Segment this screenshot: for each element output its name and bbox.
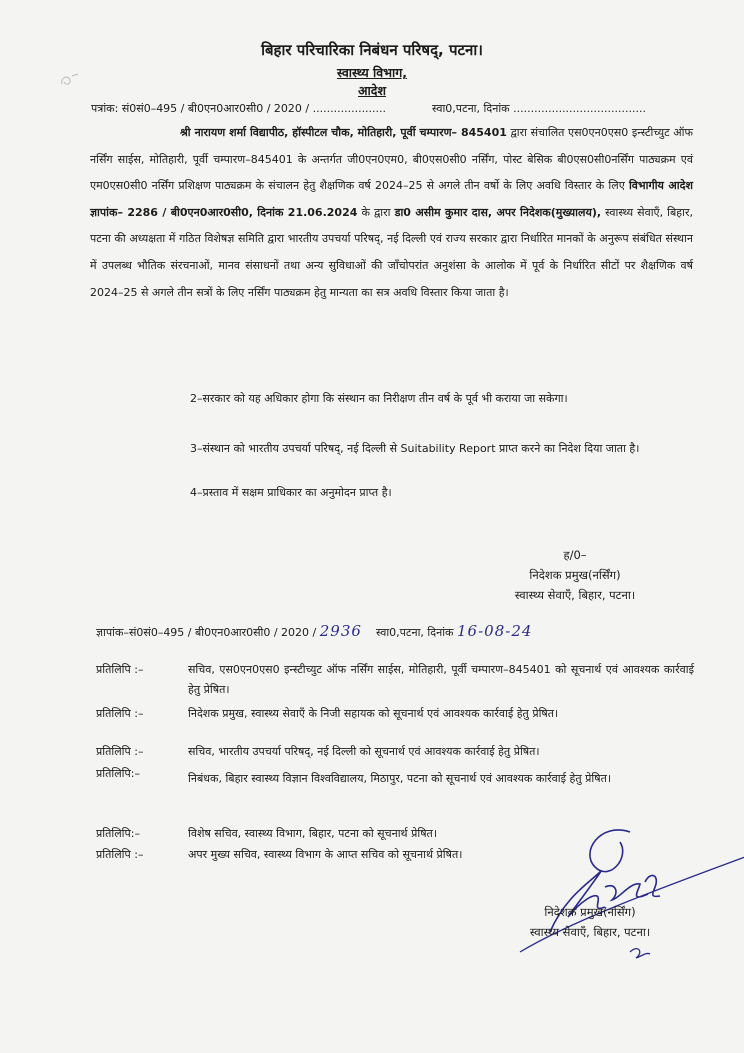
gyapank: ज्ञापांक–सं0सं0–495 / बी0एन0आर0सी0 / 2020 / — [96, 626, 320, 639]
point-4: 4–प्रस्ताव में सक्षम प्राधिकार का अनुमोदन प्राप्त है। — [190, 486, 392, 499]
copy-text: अपर मुख्य सचिव, स्वास्थ्य विभाग के आप्त सचिव को सूचनार्थ प्रेषित। — [188, 848, 463, 861]
memo-number-handwritten: 2936 — [319, 622, 362, 640]
memo-line — [96, 622, 696, 640]
signature-block-2 — [495, 902, 685, 942]
patrank: पत्रांक: सं0सं0–495 / बी0एन0आर0सी0 / 2020 / ..................... — [91, 102, 387, 115]
reference-line — [91, 101, 691, 116]
order-heading: आदेश — [358, 83, 386, 98]
body-text-1: द्वारा संचालित एस0एन0एस0 इन्स्टीच्युट ऑफ नर्सिंग साईस, मोतिहारी, पूर्वी चम्पारण–845401 के अन्तर्गत जी0एन0एम0, बी0एस0सी0 नर्सिंग, पोस्ट बेसिक बी0एस0सी0नर्सिंग पाठ्यक्रम एवं एम0एस0सी0 नर्सिंग प्रशिक्षण पाठ्यक्रम के संचालन हेतु शैक्षणिक वर्ष 2024–25 से अगले तीन वर्षो के लिए अवधि विस्तार के लिए — [90, 126, 693, 193]
copy-text: निबंधक, बिहार स्वास्थ्य विज्ञान विश्वविद्यालय, मिठापुर, पटना को सूचनार्थ एवं आवश्यक कार्रवाई हेतु प्रेषित। — [188, 772, 612, 785]
memo-place-date: स्वा0,पटना, दिनांक — [375, 626, 458, 639]
signatory-title-2: निदेशक प्रमुख(नर्सिंग) — [544, 905, 636, 919]
point-3: 3–संस्थान को भारतीय उपचर्या परिषद्, नई दिल्ली से Suitability Report प्राप्त करने का निदेश दिया जाता है। — [190, 442, 640, 455]
body-text-2: के द्वारा — [357, 205, 395, 219]
copy-text: निदेशक प्रमुख, स्वास्थ्य सेवाएँ के निजी सहायक को सूचनार्थ एवं आवश्यक कार्रवाई हेतु प्रेषित। — [188, 707, 559, 720]
body-text-3: स्वास्थ्य सेवाएँ, बिहार, पटना की अध्यक्षता में गठित विशेषज्ञ समिति द्वारा भारतीय उपचर्या परिषद्, नई दिल्ली एवं राज्य सरकार द्वारा निर्धारित मानकों के अनुरूप संबंधित संस्थान में उपलब्ध भौतिक संरचनाओं, मानव संसाधनों तथा अन्य सुविधाओं की जाँचोपरांत अनुशंसा के आलोक में पूर्व के निर्धारित सीटों पर शैक्षणिक वर्ष 2024–25 से अगले तीन सत्रों के लिए नर्सिंग पाठ्यक्रम हेतु मान्यता का सत्र अवधि विस्तार किया जाता है। — [90, 205, 693, 299]
institution-name: श्री नारायण शर्मा विद्यापीठ, हॉस्पीटल चौक, मोतिहारी, पूर्वी चम्पारण– 845401 — [180, 126, 507, 139]
order-body-paragraph — [90, 120, 693, 306]
signature-block-1 — [485, 545, 665, 605]
copy-label: प्रतिलिपि:– — [96, 827, 140, 840]
committee-chair: डा0 असीम कुमार दास, अपर निदेशक(मुख्यालय), — [394, 205, 602, 219]
copy-label: प्रतिलिपि :– — [96, 707, 144, 720]
reference-place-date: स्वा0,पटना, दिनांक ...................................... — [432, 102, 646, 115]
copy-text: सचिव, एस0एन0एस0 इन्स्टीच्युट ऑफ नर्सिंग साईस, मोतिहारी, पूर्वी चम्पारण–845401 को सूचनार्थ एवं आवश्यक कार्रवाई हेतु प्रेषित। — [188, 663, 694, 696]
copy-label: प्रतिलिपि:– — [96, 767, 140, 780]
memo-date-handwritten: 16-08-24 — [457, 622, 533, 640]
copy-label: प्रतिलिपि :– — [96, 848, 144, 861]
copy-text: सचिव, भारतीय उपचर्या परिषद्, नई दिल्ली को सूचनार्थ एवं आवश्यक कार्रवाई हेतु प्रेषित। — [188, 745, 540, 758]
department-heading: स्वास्थ्य विभाग, — [336, 65, 408, 80]
signatory-office-2: स्वास्थ्य सेवाएँ, बिहार, पटना। — [529, 925, 651, 939]
copy-label: प्रतिलिपि :– — [96, 745, 144, 758]
signed-mark: ह/0– — [563, 548, 587, 562]
signatory-title: निदेशक प्रमुख(नर्सिंग) — [529, 568, 621, 582]
council-title: बिहार परिचारिका निबंधन परिषद्, पटना। — [261, 41, 483, 59]
point-2: 2–सरकार को यह अधिकार होगा कि संस्थान का निरीक्षण तीन वर्ष के पूर्व भी कराया जा सकेगा। — [190, 392, 568, 405]
departmental-order-ref: विभागीय आदेश ज्ञापांक– 2286 / बी0एन0आर0सी0, दिनांक 21.06.2024 — [90, 179, 693, 219]
signatory-office: स्वास्थ्य सेवाएँ, बिहार, पटना। — [514, 588, 636, 602]
copy-label: प्रतिलिपि :– — [96, 663, 144, 676]
copy-text: विशेष सचिव, स्वास्थ्य विभाग, बिहार, पटना को सूचनार्थ प्रेषित। — [188, 827, 437, 840]
